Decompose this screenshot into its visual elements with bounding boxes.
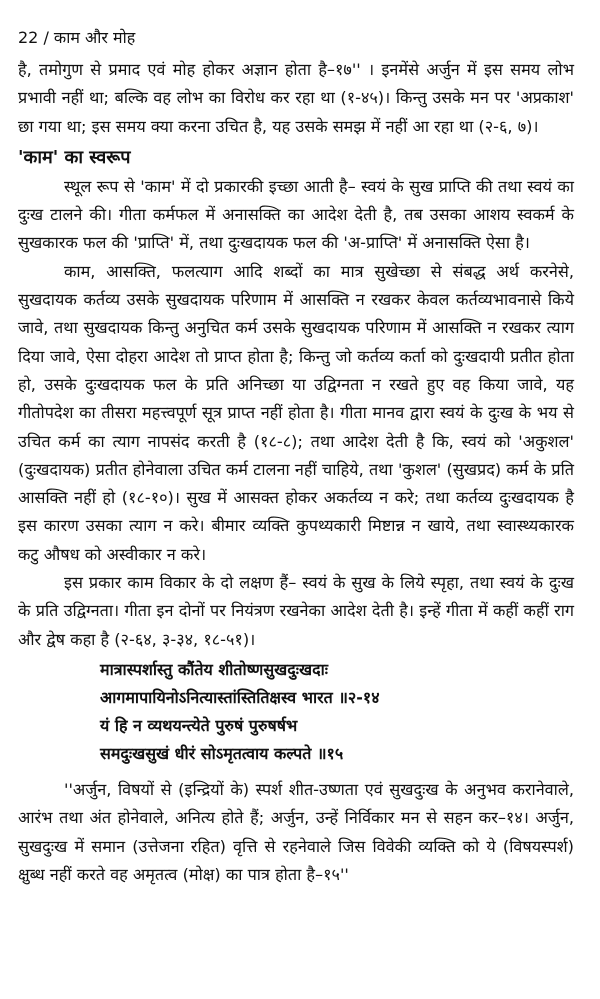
running-head: 22 / काम और मोह — [18, 28, 136, 47]
verse-line: समदुःखसुखं धीरं सोऽमृतत्वाय कल्पते ॥१५ — [100, 743, 344, 763]
verse-line: आगमापायिनोऽनित्यास्तांस्तितिक्षस्व भारत ॥२-१४ — [100, 687, 380, 707]
translation-paragraph: ''अर्जुन, विषयों से (इन्द्रियों के) स्पर्श शीत-उष्णता एवं सुखदुःख के अनुभव करानेवाले, आरंभ तथा अंत होनेवाले, अनित्य होते हैं; अर्जुन, उन्हें निर्विकार मन से सहन कर–१४। अर्जुन, सुखदुःख में समान (उत्तेजना रहित) वृत्ति से रहनेवाले जिस विवेकी व्यक्ति को ये (विषयस्पर्श) क्षुब्ध नहीं करते वह अमृतत्व (मोक्ष) का पात्र होता है–१५'' — [18, 779, 574, 884]
verse-line: यं हि न व्यथयन्त्येते पुरुषं पुरुषर्षभ — [100, 715, 298, 735]
paragraph-continuation: है, तमोगुण से प्रमाद एवं मोह होकर अज्ञान होता है–१७'' । इनमेंसे अर्जुन में इस समय लोभ प्रभावी नहीं था; बल्कि वह लोभ का विरोध कर रहा था (१-४५)। किन्तु उसके मन पर 'अप्रकाश' छा गया था; इस समय क्या करना उचित है, यह उसके समझ में नहीं आ रहा था (२-६, ७)। — [18, 60, 574, 136]
paragraph: स्थूल रूप से 'काम' में दो प्रकारकी इच्छा आती है– स्वयं के सुख प्राप्ति की तथा स्वयं का दुःख टालने की। गीता कर्मफल में अनासक्ति का आदेश देती है, तब उसका आशय स्वकर्म के सुखकारक फल की 'प्राप्ति' में, तथा दुःखदायक फल की 'अ-प्राप्ति' में अनासक्ति ऐसा है। — [18, 176, 574, 253]
paragraph: काम, आसक्ति, फलत्याग आदि शब्दों का मात्र सुखेच्छा से संबद्ध अर्थ करनेसे, सुखदायक कर्तव्य उसके सुखदायक परिणाम में आसक्ति न रखकर केवल कर्तव्यभावनासे किये जावे, तथा सुखदायक किन्तु अनुचित कर्म उसके सुखदायक परिणाम में आसक्ति न रखकर त्याग दिया जावे, ऐसा दोहरा आदेश तो प्राप्त होता है; किन्तु जो कर्तव्य कर्ता को दुःखदायी प्रतीत होता हो, उसके दुःखदायक फल के प्रति अनिच्छा या उद्विग्नता न रखते हुए वह किया जावे, यह गीतोपदेश का तीसरा महत्त्वपूर्ण सूत्र प्राप्त नहीं होता है। गीता मानव द्वारा स्वयं के दुःख के भय से उचित कर्म का त्याग नापसंद करती है (१८-८); तथा आदेश देती है कि, स्वयं को 'अकुशल' (दुःखदायक) प्रतीत होनेवाला उचित कर्म टालना नहीं चाहिये, तथा 'कुशल' (सुखप्रद) कर्म के प्रति आसक्ति नहीं हो (१८-१०)। सुख में आसक्त होकर अकर्तव्य न करे; तथा कर्तव्य दुःखदायक है इस कारण उसका त्याग न करे। बीमार व्यक्ति कुपथ्यकारी मिष्टान्न न खाये, तथा स्वास्थ्यकारक कटु औषध को अस्वीकार न करे। — [18, 261, 574, 564]
sanskrit-verse — [100, 656, 574, 768]
section-heading: 'काम' का स्वरूप — [18, 146, 131, 168]
verse-line: मात्रास्पर्शास्तु कौंतेय शीतोष्णसुखदुःखदाः — [100, 659, 328, 679]
paragraph: इस प्रकार काम विकार के दो लक्षण हैं– स्वयं के सुख के लिये स्पृहा, तथा स्वयं के दुःख के प्रति उद्विग्नता। गीता इन दोनों पर नियंत्रण रखनेका आदेश देती है। इन्हें गीता में कहीं कहीं राग और द्वेष कहा है (२-६४, ३-३४, १८-५१)। — [18, 573, 574, 649]
